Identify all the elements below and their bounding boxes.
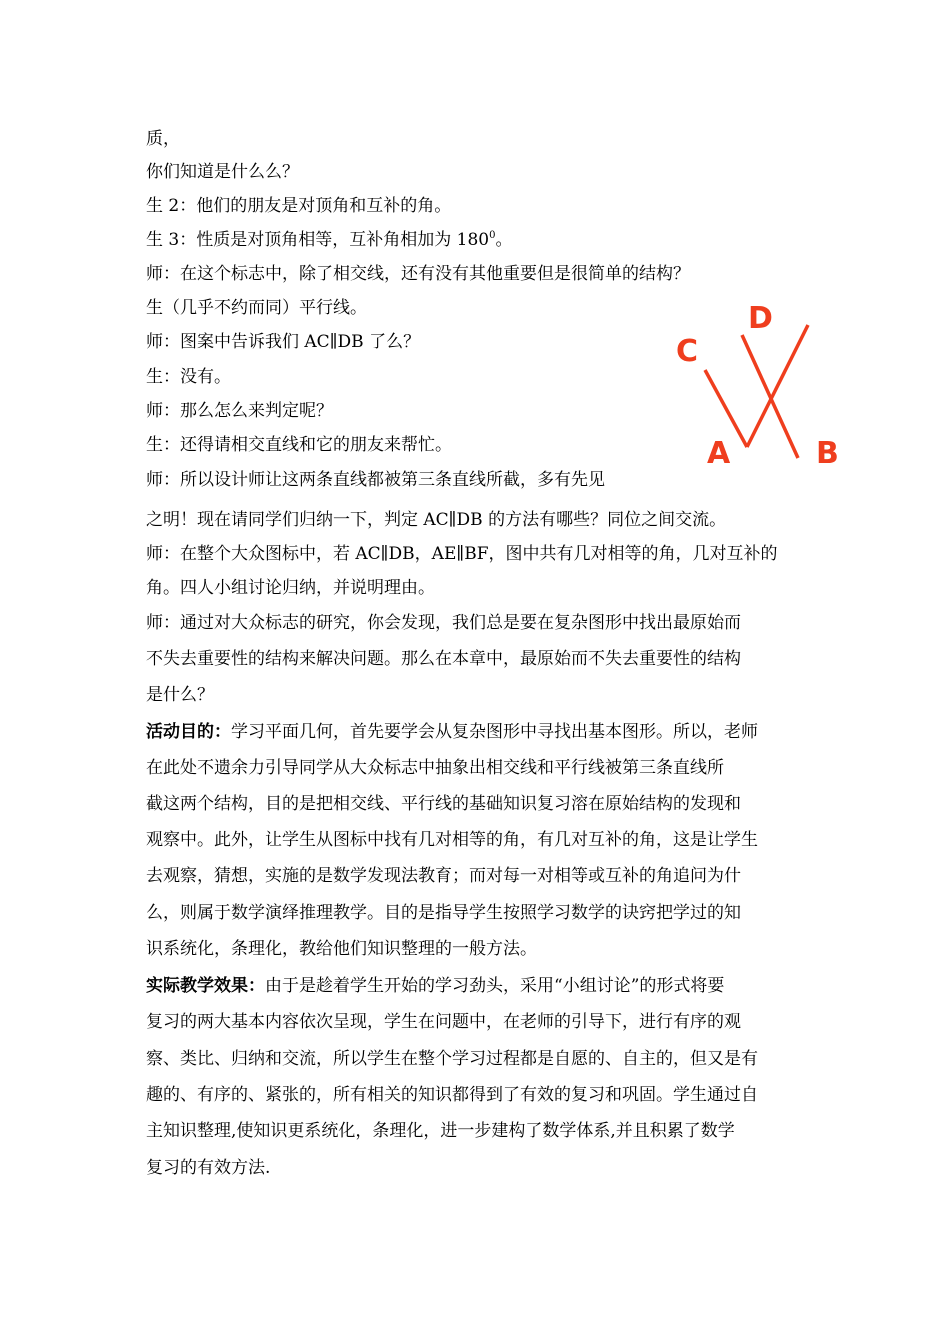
text-line: 复习的有效方法. bbox=[146, 1158, 271, 1178]
text-line: 趣的、有序的、紧张的，所有相关的知识都得到了有效的复习和巩固。学生通过自 bbox=[146, 1085, 758, 1105]
text-line: 师：所以设计师让这两条直线都被第三条直线所截，多有先见 bbox=[146, 470, 605, 490]
text-line: 师：在这个标志中，除了相交线，还有没有其他重要但是很简单的结构？ bbox=[146, 264, 690, 284]
text-line: 复习的两大基本内容依次呈现，学生在问题中，在老师的引导下，进行有序的观 bbox=[146, 1012, 741, 1032]
text-span: 学习平面几何，首先要学会从复杂图形中寻找出基本图形。所以，老师 bbox=[231, 722, 758, 742]
parallel-lines-figure bbox=[660, 295, 860, 485]
text-line: 生（几乎不约而同）平行线。 bbox=[146, 298, 367, 318]
text-line: 去观察，猜想，实施的是数学发现法教育；而对每一对相等或互补的角追问为什 bbox=[146, 866, 741, 886]
text-line: 师：那么怎么来判定呢？ bbox=[146, 401, 333, 421]
text-line: 不失去重要性的结构来解决问题。那么在本章中，最原始而不失去重要性的结构 bbox=[146, 649, 741, 669]
text-line: 生 2：他们的朋友是对顶角和互补的角。 bbox=[146, 196, 452, 216]
label-a: A bbox=[707, 436, 731, 471]
effect-label: 实际教学效果： bbox=[146, 976, 265, 996]
text-line: 生：还得请相交直线和它的朋友来帮忙。 bbox=[146, 435, 452, 455]
text-line: 察、类比、归纳和交流，所以学生在整个学习过程都是自愿的、自主的，但又是有 bbox=[146, 1049, 758, 1069]
text-line: 截这两个结构，目的是把相交线、平行线的基础知识复习溶在原始结构的发现和 bbox=[146, 794, 741, 814]
text-line: 识系统化，条理化，教给他们知识整理的一般方法。 bbox=[146, 939, 537, 959]
text-line: 角。四人小组讨论归纳，并说明理由。 bbox=[146, 578, 435, 598]
text-span: 。 bbox=[495, 230, 513, 250]
text-line: 师：在整个大众图标中，若 AC∥DB，AE∥BF，图中共有几对相等的角，几对互补的 bbox=[146, 544, 778, 564]
text-line: 么，则属于数学演绎推理教学。目的是指导学生按照学习数学的诀窍把学过的知 bbox=[146, 903, 741, 923]
text-line: 是什么？ bbox=[146, 685, 214, 705]
purpose-label: 活动目的： bbox=[146, 722, 231, 742]
line-a-up bbox=[747, 325, 808, 447]
text-line: 主知识整理,使知识更系统化，条理化，进一步建构了数学体系,并且积累了数学 bbox=[146, 1121, 735, 1141]
text-line bbox=[146, 721, 758, 743]
label-d: D bbox=[748, 301, 773, 336]
text-line: 师：通过对大众标志的研究，你会发现，我们总是要在复杂图形中找出最原始而 bbox=[146, 613, 741, 633]
text-line: 在此处不遗余力引导同学从大众标志中抽象出相交线和平行线被第三条直线所 bbox=[146, 758, 724, 778]
text-line: 你们知道是什么么？ bbox=[146, 162, 299, 182]
text-line bbox=[146, 975, 724, 997]
label-c: C bbox=[676, 334, 699, 369]
degree-superscript: 0 bbox=[489, 230, 496, 241]
text-line: 生：没有。 bbox=[146, 367, 231, 387]
text-span: 生 3：性质是对顶角相等，互补角相加为 180 bbox=[146, 230, 490, 250]
text-line bbox=[146, 229, 512, 251]
text-line: 之明！现在请同学们归纳一下，判定 AC∥DB 的方法有哪些？同位之间交流。 bbox=[146, 510, 727, 530]
label-b: B bbox=[816, 436, 839, 471]
text-span: 由于是趁着学生开始的学习劲头，采用“小组讨论”的形式将要 bbox=[265, 976, 725, 996]
text-line: 师：图案中告诉我们 AC∥DB 了么？ bbox=[146, 332, 421, 352]
text-line: 观察中。此外，让学生从图标中找有几对相等的角，有几对互补的角，这是让学生 bbox=[146, 830, 758, 850]
text-line: 质， bbox=[146, 129, 180, 149]
